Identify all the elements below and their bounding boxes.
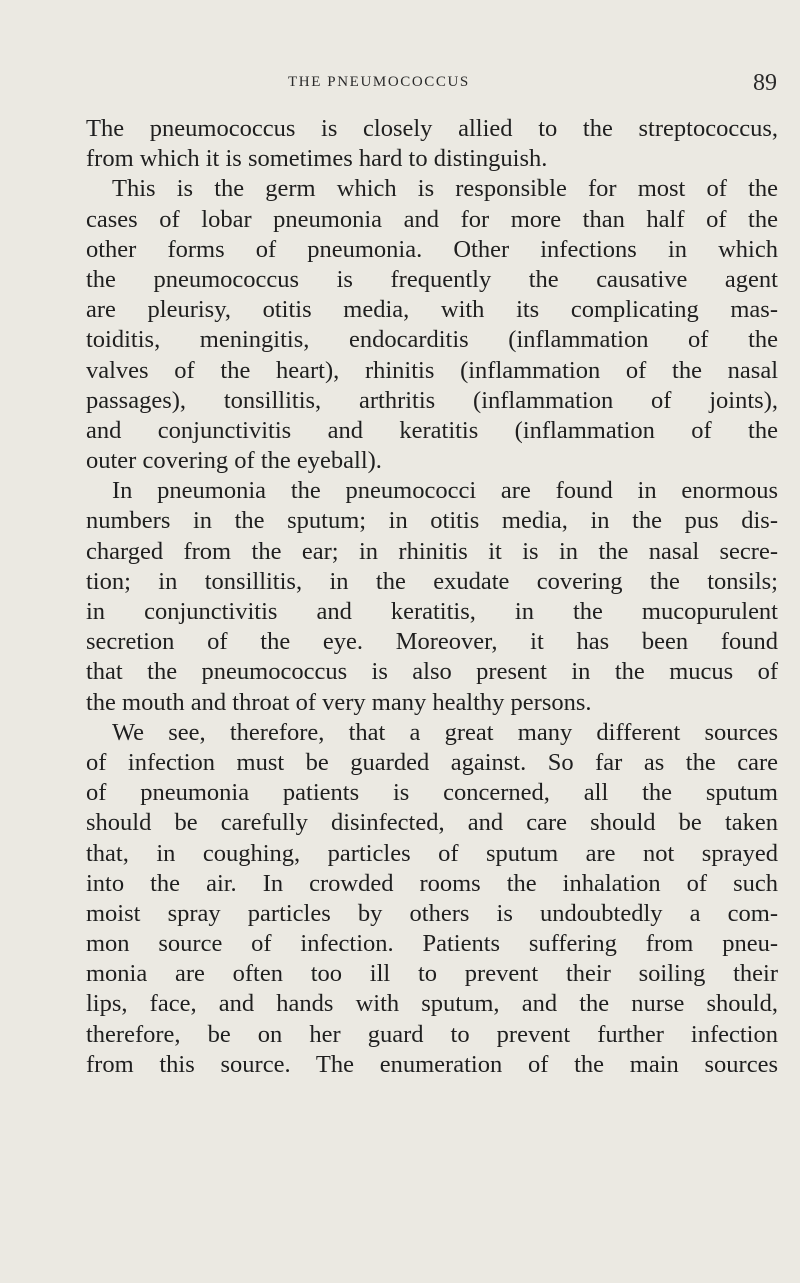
text-line: of infection must be guarded against. So far as the care	[86, 748, 778, 776]
text-line: toiditis, meningitis, endocarditis (inflammation of the	[86, 326, 778, 354]
text-line: This is the germ which is responsible for most of the	[112, 175, 778, 203]
running-title: THE PNEUMOCOCCUS	[288, 74, 470, 90]
text-line: moist spray particles by others is undoubtedly a com-	[86, 899, 778, 927]
text-line: from this source. The enumeration of the main sources	[86, 1050, 778, 1078]
page-number: 89	[753, 70, 777, 96]
text-line: in conjunctivitis and keratitis, in the mucopurulent	[86, 598, 778, 625]
text-line: We see, therefore, that a great many different sources	[112, 718, 778, 746]
text-line: passages), tonsillitis, arthritis (inflammation of joints),	[86, 386, 778, 414]
text-line: outer covering of the eyeball).	[86, 447, 382, 475]
text-line: therefore, be on her guard to prevent further infection	[86, 1020, 778, 1048]
text-line: into the air. In crowded rooms the inhalation of such	[86, 869, 778, 897]
text-line: should be carefully disinfected, and care should be taken	[86, 809, 778, 837]
body-text	[86, 114, 778, 1080]
text-line: cases of lobar pneumonia and for more than half of the	[86, 205, 778, 233]
text-line: other forms of pneumonia. Other infections in which	[86, 235, 778, 263]
text-line: charged from the ear; in rhinitis it is in the nasal secre-	[86, 537, 778, 565]
text-line: valves of the heart), rhinitis (inflammation of the nasal	[86, 356, 778, 384]
text-line: monia are often too ill to prevent their soiling their	[86, 960, 778, 988]
text-line: The pneumococcus is closely allied to the streptococcus,	[86, 115, 778, 142]
running-head	[0, 70, 800, 100]
text-line: of pneumonia patients is concerned, all the sputum	[86, 779, 778, 807]
text-line: numbers in the sputum; in otitis media, in the pus dis-	[86, 507, 778, 535]
text-line: from which it is sometimes hard to distinguish.	[86, 145, 548, 173]
text-line: secretion of the eye. Moreover, it has been found	[86, 628, 778, 656]
text-line: tion; in tonsillitis, in the exudate covering the tonsils;	[86, 567, 778, 595]
text-line: are pleurisy, otitis media, with its complicating mas-	[86, 296, 778, 324]
text-line: and conjunctivitis and keratitis (inflammation of the	[86, 416, 778, 444]
text-line: the pneumococcus is frequently the causative agent	[86, 265, 778, 293]
text-line: that the pneumococcus is also present in the mucus of	[86, 658, 778, 686]
text-line: lips, face, and hands with sputum, and the nurse should,	[86, 990, 778, 1018]
text-line: that, in coughing, particles of sputum are not sprayed	[86, 839, 778, 867]
text-line: the mouth and throat of very many healthy persons.	[86, 688, 592, 716]
text-line: In pneumonia the pneumococci are found in enormous	[112, 477, 778, 505]
text-line: mon source of infection. Patients suffering from pneu-	[86, 930, 778, 958]
